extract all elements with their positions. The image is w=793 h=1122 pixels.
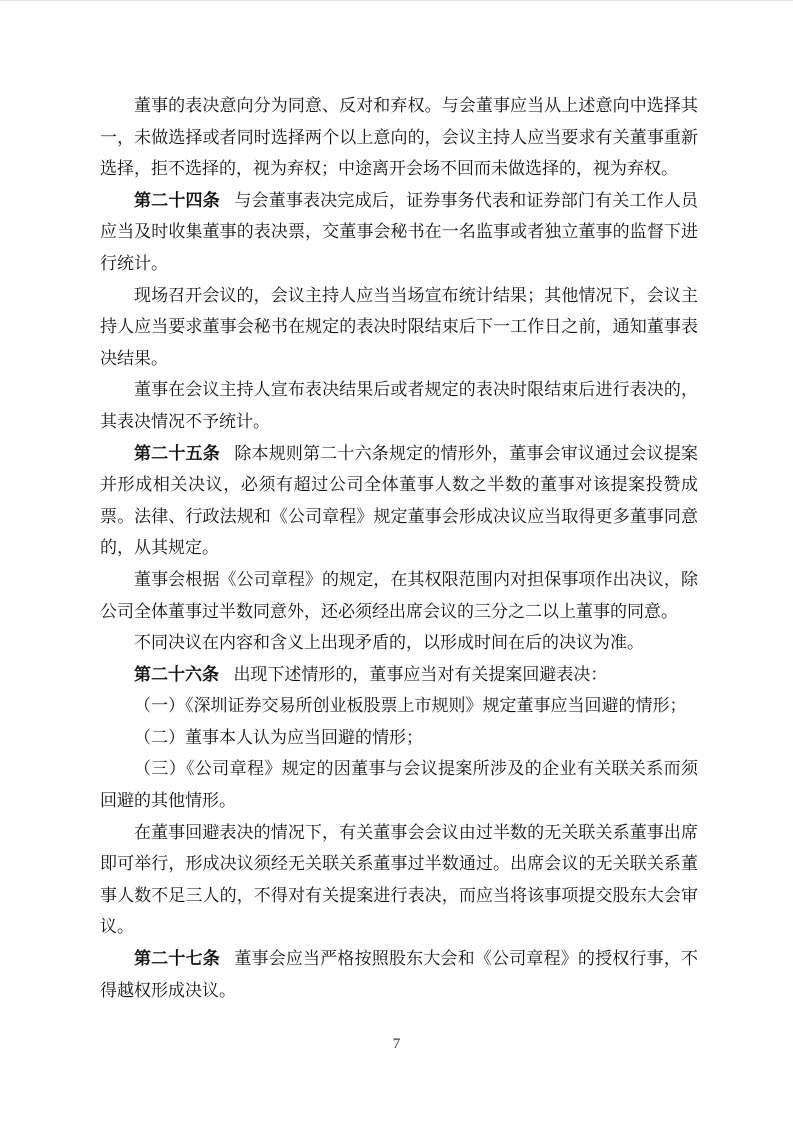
paragraph-text: 在董事回避表决的情况下，有关董事会会议由过半数的无关联关系董事出席即可举行，形成决议须经无关联关系董事过半数通过。出席会议的无关联关系董事人数不足三人的，不得对有关提案进行表决，而应当将该事项提交股东大会审议。 [100, 822, 698, 937]
paragraph-text: 与会董事表决完成后，证券事务代表和证券部门有关工作人员应当及时收集董事的表决票，交董事会秘书在一名监事或者独立董事的监督下进行统计。 [100, 190, 699, 273]
body-paragraph [100, 374, 698, 437]
article-number: 第二十六条 [134, 664, 219, 684]
paragraph-text: （一）《深圳证券交易所创业板股票上市规则》规定董事应当回避的情形； [134, 696, 687, 716]
page-number: 7 [392, 1036, 401, 1052]
document-body [100, 90, 698, 1006]
paragraph-text: 出现下述情形的，董事应当对有关提案回避表决： [233, 664, 608, 684]
page-footer [0, 1035, 793, 1053]
paragraph-text: 董事的表决意向分为同意、反对和弃权。与会董事应当从上述意向中选择其一，未做选择或者同时选择两个以上意向的，会议主持人应当要求有关董事重新选择，拒不选择的，视为弃权；中途离开会场不回而未做选择的，视为弃权。 [100, 96, 698, 179]
article-paragraph [100, 659, 698, 691]
paragraph-text: 董事在会议主持人宣布表决结果后或者规定的表决时限结束后进行表决的，其表决情况不予统计。 [100, 380, 698, 431]
paragraph-text: 不同决议在内容和含义上出现矛盾的，以形成时间在后的决议为准。 [134, 633, 644, 653]
paragraph-text: （二）董事本人认为应当回避的情形； [134, 727, 423, 747]
body-paragraph [100, 817, 698, 943]
paragraph-text: 现场召开会议的，会议主持人应当当场宣布统计结果；其他情况下，会议主持人应当要求董事会秘书在规定的表决时限结束后下一工作日之前，通知董事表决结果。 [100, 285, 698, 368]
paragraph-text: 董事会根据《公司章程》的规定，在其权限范围内对担保事项作出决议，除公司全体董事过半数同意外，还必须经出席会议的三分之二以上董事的同意。 [100, 569, 698, 621]
article-paragraph [100, 185, 698, 280]
paragraph-text: （三）《公司章程》规定的因董事与会议提案所涉及的企业有关联关系而须回避的其他情形。 [100, 759, 698, 811]
body-paragraph [100, 564, 698, 627]
body-paragraph [100, 90, 698, 185]
body-paragraph [100, 690, 698, 722]
paragraph-text: 除本规则第二十六条规定的情形外，董事会审议通过会议提案并形成相关决议，必须有超过公司全体董事人数之半数的董事对该提案投赞成票。法律、行政法规和《公司章程》规定董事会形成决议应当取得更多董事同意的，从其规定。 [100, 443, 699, 558]
article-number: 第二十七条 [134, 949, 220, 969]
body-paragraph [100, 627, 698, 659]
article-paragraph [100, 438, 698, 564]
body-paragraph [100, 280, 698, 375]
article-number: 第二十五条 [134, 443, 220, 463]
article-number: 第二十四条 [134, 190, 220, 210]
body-paragraph [100, 722, 698, 754]
body-paragraph [100, 753, 698, 816]
article-paragraph [100, 943, 698, 1006]
paragraph-text: 董事会应当严格按照股东大会和《公司章程》的授权行事，不得越权形成决议。 [100, 949, 699, 1000]
